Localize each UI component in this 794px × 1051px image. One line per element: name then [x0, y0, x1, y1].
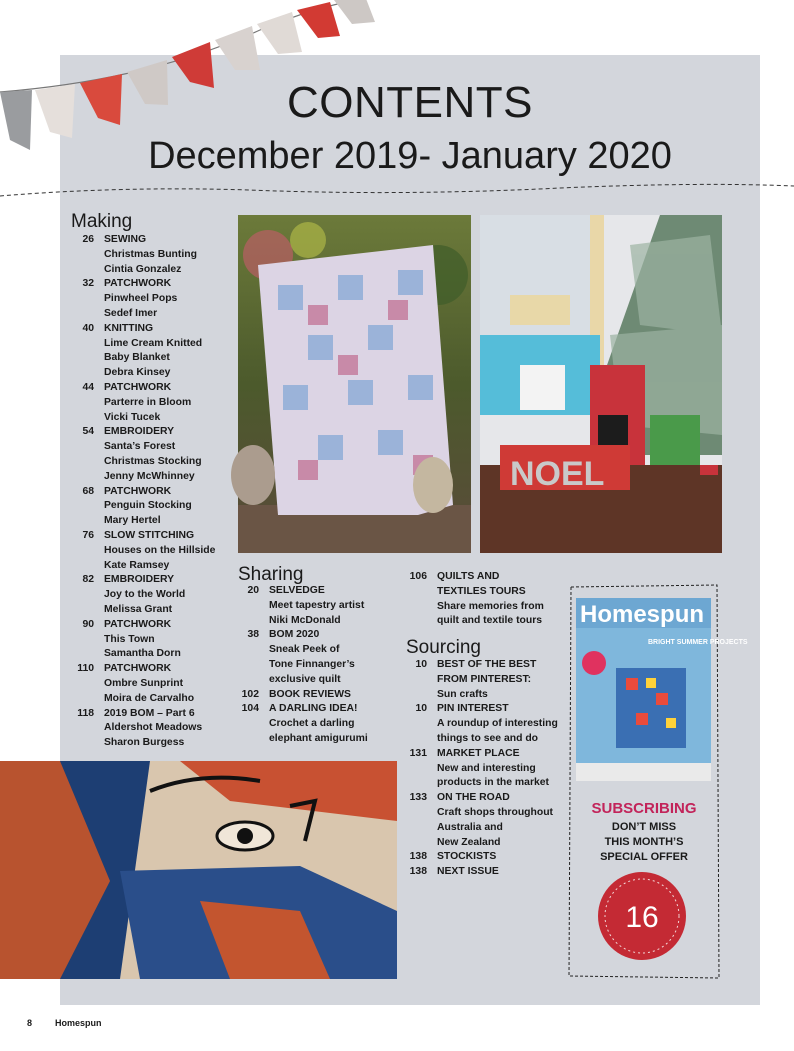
toc-entry-title: BEST OF THE BEST [437, 659, 537, 670]
toc-entry-detail: Sedef Imer [104, 307, 158, 319]
toc-entry[interactable] [403, 570, 563, 629]
toc-entry-detail: Share memories from [437, 600, 544, 612]
page-title: CONTENTS [287, 78, 533, 127]
toc-page-number: 54 [82, 426, 94, 438]
toc-entry-title: BOOK REVIEWS [269, 688, 351, 700]
subscribe-line-3: SPECIAL OFFER [600, 851, 688, 863]
toc-page-number: 68 [82, 485, 94, 497]
toc-entry-detail: elephant amigurumi [269, 732, 368, 744]
toc-entry[interactable] [68, 425, 233, 484]
toc-entry-detail: Melissa Grant [104, 603, 173, 615]
toc-entry-detail: TEXTILES TOURS [437, 585, 526, 597]
toc-entry-detail: Niki McDonald [269, 614, 341, 626]
toc-entry-title: A DARLING IDEA! [269, 703, 358, 715]
toc-entry-detail: Houses on the Hillside [104, 544, 216, 556]
toc-page-number: 102 [241, 688, 259, 700]
toc-entry-title: ON THE ROAD [437, 792, 510, 804]
toc-entry-title: BOM 2020 [269, 629, 320, 641]
toc-entry-detail: Jenny McWhinney [104, 470, 195, 482]
toc-page-number: 118 [77, 707, 94, 719]
toc-entry-detail: Crochet a darling [269, 718, 355, 730]
toc-entry[interactable] [68, 233, 233, 277]
toc-entry-title: QUILTS AND [437, 571, 500, 582]
subscribe-line-2: THIS MONTH’S [604, 836, 684, 848]
toc-entry-title: SLOW STITCHING [104, 529, 195, 541]
toc-entry[interactable] [235, 702, 405, 746]
toc-entry-title: PIN INTEREST [437, 703, 509, 715]
making-entries [68, 233, 233, 751]
section-heading-sharing: Sharing [238, 564, 304, 585]
toc-entry-detail: Craft shops throughout [437, 806, 554, 818]
toc-entry[interactable] [403, 702, 563, 746]
toc-entry[interactable] [68, 618, 233, 662]
toc-entry-detail: Australia and [437, 821, 503, 833]
toc-entry[interactable] [235, 584, 405, 628]
toc-entry-title: PATCHWORK [104, 663, 172, 675]
toc-entry-detail: Joy to the World [104, 589, 186, 601]
toc-entry-detail: Samantha Dorn [104, 648, 181, 660]
toc-entry-detail: Parterre in Bloom [104, 396, 192, 408]
toc-page-number: 104 [241, 703, 259, 715]
toc-entry-title: PATCHWORK [104, 618, 172, 630]
toc-page-number: 10 [415, 659, 427, 670]
toc-entry[interactable] [68, 573, 233, 617]
toc-entry-detail: Christmas Bunting [104, 248, 197, 260]
toc-entry-title: EMBROIDERY [104, 574, 175, 586]
subscribe-line-1: DON’T MISS [611, 821, 677, 833]
toc-entry-detail: exclusive quilt [269, 673, 341, 685]
toc-page-number: 32 [82, 278, 94, 290]
sharing-entries [235, 584, 405, 747]
folio-page-number: 8 [27, 1018, 33, 1028]
toc-entry[interactable] [68, 381, 233, 425]
toc-entry-detail: Christmas Stocking [104, 455, 202, 467]
toc-entry-detail: Penguin Stocking [104, 500, 192, 512]
toc-entry-title: SEWING [104, 234, 147, 245]
christmas-photo [480, 215, 722, 553]
toc-entry-detail: Sneak Peek of [269, 644, 340, 656]
toc-entry[interactable] [235, 688, 405, 703]
section-heading-sourcing: Sourcing [406, 637, 481, 658]
toc-page-number: 110 [77, 663, 94, 675]
toc-entry-detail: Sharon Burgess [104, 737, 185, 749]
subscribing-heading: SUBSCRIBING [591, 800, 697, 817]
toc-entry-detail: Pinwheel Pops [104, 293, 178, 305]
quilt-photo [238, 215, 471, 553]
toc-page-number: 90 [82, 618, 94, 630]
toc-page-number: 138 [409, 851, 427, 863]
toc-entry-detail: Debra Kinsey [104, 367, 171, 379]
toc-page-number: 40 [82, 322, 94, 334]
toc-entry-detail: Tone Finnanger’s [269, 658, 355, 670]
toc-entry-title: KNITTING [104, 322, 154, 334]
subscribe-page-number: 16 [625, 901, 659, 934]
toc-entry-detail: Cintia Gonzalez [104, 263, 182, 275]
issue-date: December 2019- January 2020 [148, 135, 672, 177]
toc-entry[interactable] [68, 322, 233, 381]
section-heading-making: Making [71, 211, 133, 232]
tapestry-photo [0, 761, 397, 979]
toc-entry-title: MARKET PLACE [437, 747, 520, 759]
sourcing-entries [403, 658, 563, 880]
toc-entry-detail: Meet tapestry artist [269, 599, 365, 611]
toc-entry-detail: Mary Hertel [104, 515, 161, 527]
toc-entry-detail: This Town [104, 633, 155, 645]
magazine-cover[interactable] [576, 598, 748, 781]
toc-entry-detail: New Zealand [437, 836, 501, 848]
toc-page-number: 10 [415, 703, 427, 715]
toc-page-number: 76 [82, 529, 94, 541]
toc-entry-detail: Santa’s Forest [104, 441, 176, 453]
toc-entry-detail: Vicki Tucek [104, 411, 161, 423]
toc-entry[interactable] [68, 707, 233, 751]
toc-entry-title: STOCKISTS [437, 851, 497, 863]
toc-page-number: 133 [409, 792, 427, 804]
quilts-entries [403, 570, 563, 629]
toc-page-number: 82 [82, 574, 94, 586]
toc-entry-title: PATCHWORK [104, 381, 172, 393]
toc-entry-detail: Baby Blanket [104, 352, 170, 364]
toc-page-number: 131 [409, 747, 427, 759]
toc-entry[interactable] [68, 529, 233, 573]
toc-entry-title: PATCHWORK [104, 485, 172, 497]
toc-entry-title: SELVEDGE [269, 585, 325, 596]
toc-entry[interactable] [403, 865, 563, 880]
toc-entry-title: PATCHWORK [104, 278, 172, 290]
toc-page-number: 106 [409, 571, 427, 582]
toc-entry[interactable] [403, 747, 563, 791]
toc-page-number: 20 [247, 585, 259, 596]
toc-entry[interactable] [68, 662, 233, 706]
toc-entry-detail: Ombre Sunprint [104, 677, 184, 689]
toc-entry[interactable] [403, 658, 563, 702]
toc-entry-detail: Aldershot Meadows [104, 722, 203, 734]
toc-entry-detail: things to see and do [437, 732, 539, 744]
toc-entry[interactable] [403, 850, 563, 865]
cover-headline: BRIGHT SUMMER PROJECTS [648, 639, 748, 646]
toc-entry-title: 2019 BOM – Part 6 [104, 707, 195, 719]
toc-entry[interactable] [403, 791, 563, 850]
toc-entry-detail: Lime Cream Knitted [104, 337, 203, 349]
toc-entry[interactable] [68, 485, 233, 529]
toc-entry-detail: Sun crafts [437, 688, 488, 700]
toc-entry-detail: New and interesting [437, 762, 536, 774]
folio-magazine-name: Homespun [55, 1018, 102, 1028]
toc-entry[interactable] [235, 628, 405, 687]
toc-page-number: 44 [82, 381, 94, 393]
noel-letters: NOEL [510, 455, 605, 493]
toc-entry[interactable] [68, 277, 233, 321]
toc-entry-detail: products in the market [437, 777, 550, 789]
toc-page-number: 26 [82, 234, 94, 245]
toc-entry-title: NEXT ISSUE [437, 866, 499, 878]
subscribe-page-badge[interactable] [597, 871, 687, 961]
toc-page-number: 138 [409, 866, 427, 878]
toc-entry-detail: quilt and textile tours [437, 615, 543, 627]
toc-entry-detail: Kate Ramsey [104, 559, 170, 571]
toc-page-number: 38 [247, 629, 259, 641]
cover-logo: Homespun [580, 601, 705, 628]
toc-entry-detail: FROM PINTEREST: [437, 673, 532, 685]
toc-entry-title: EMBROIDERY [104, 426, 175, 438]
toc-entry-detail: A roundup of interesting [437, 718, 558, 730]
toc-entry-detail: Moira de Carvalho [104, 692, 195, 704]
